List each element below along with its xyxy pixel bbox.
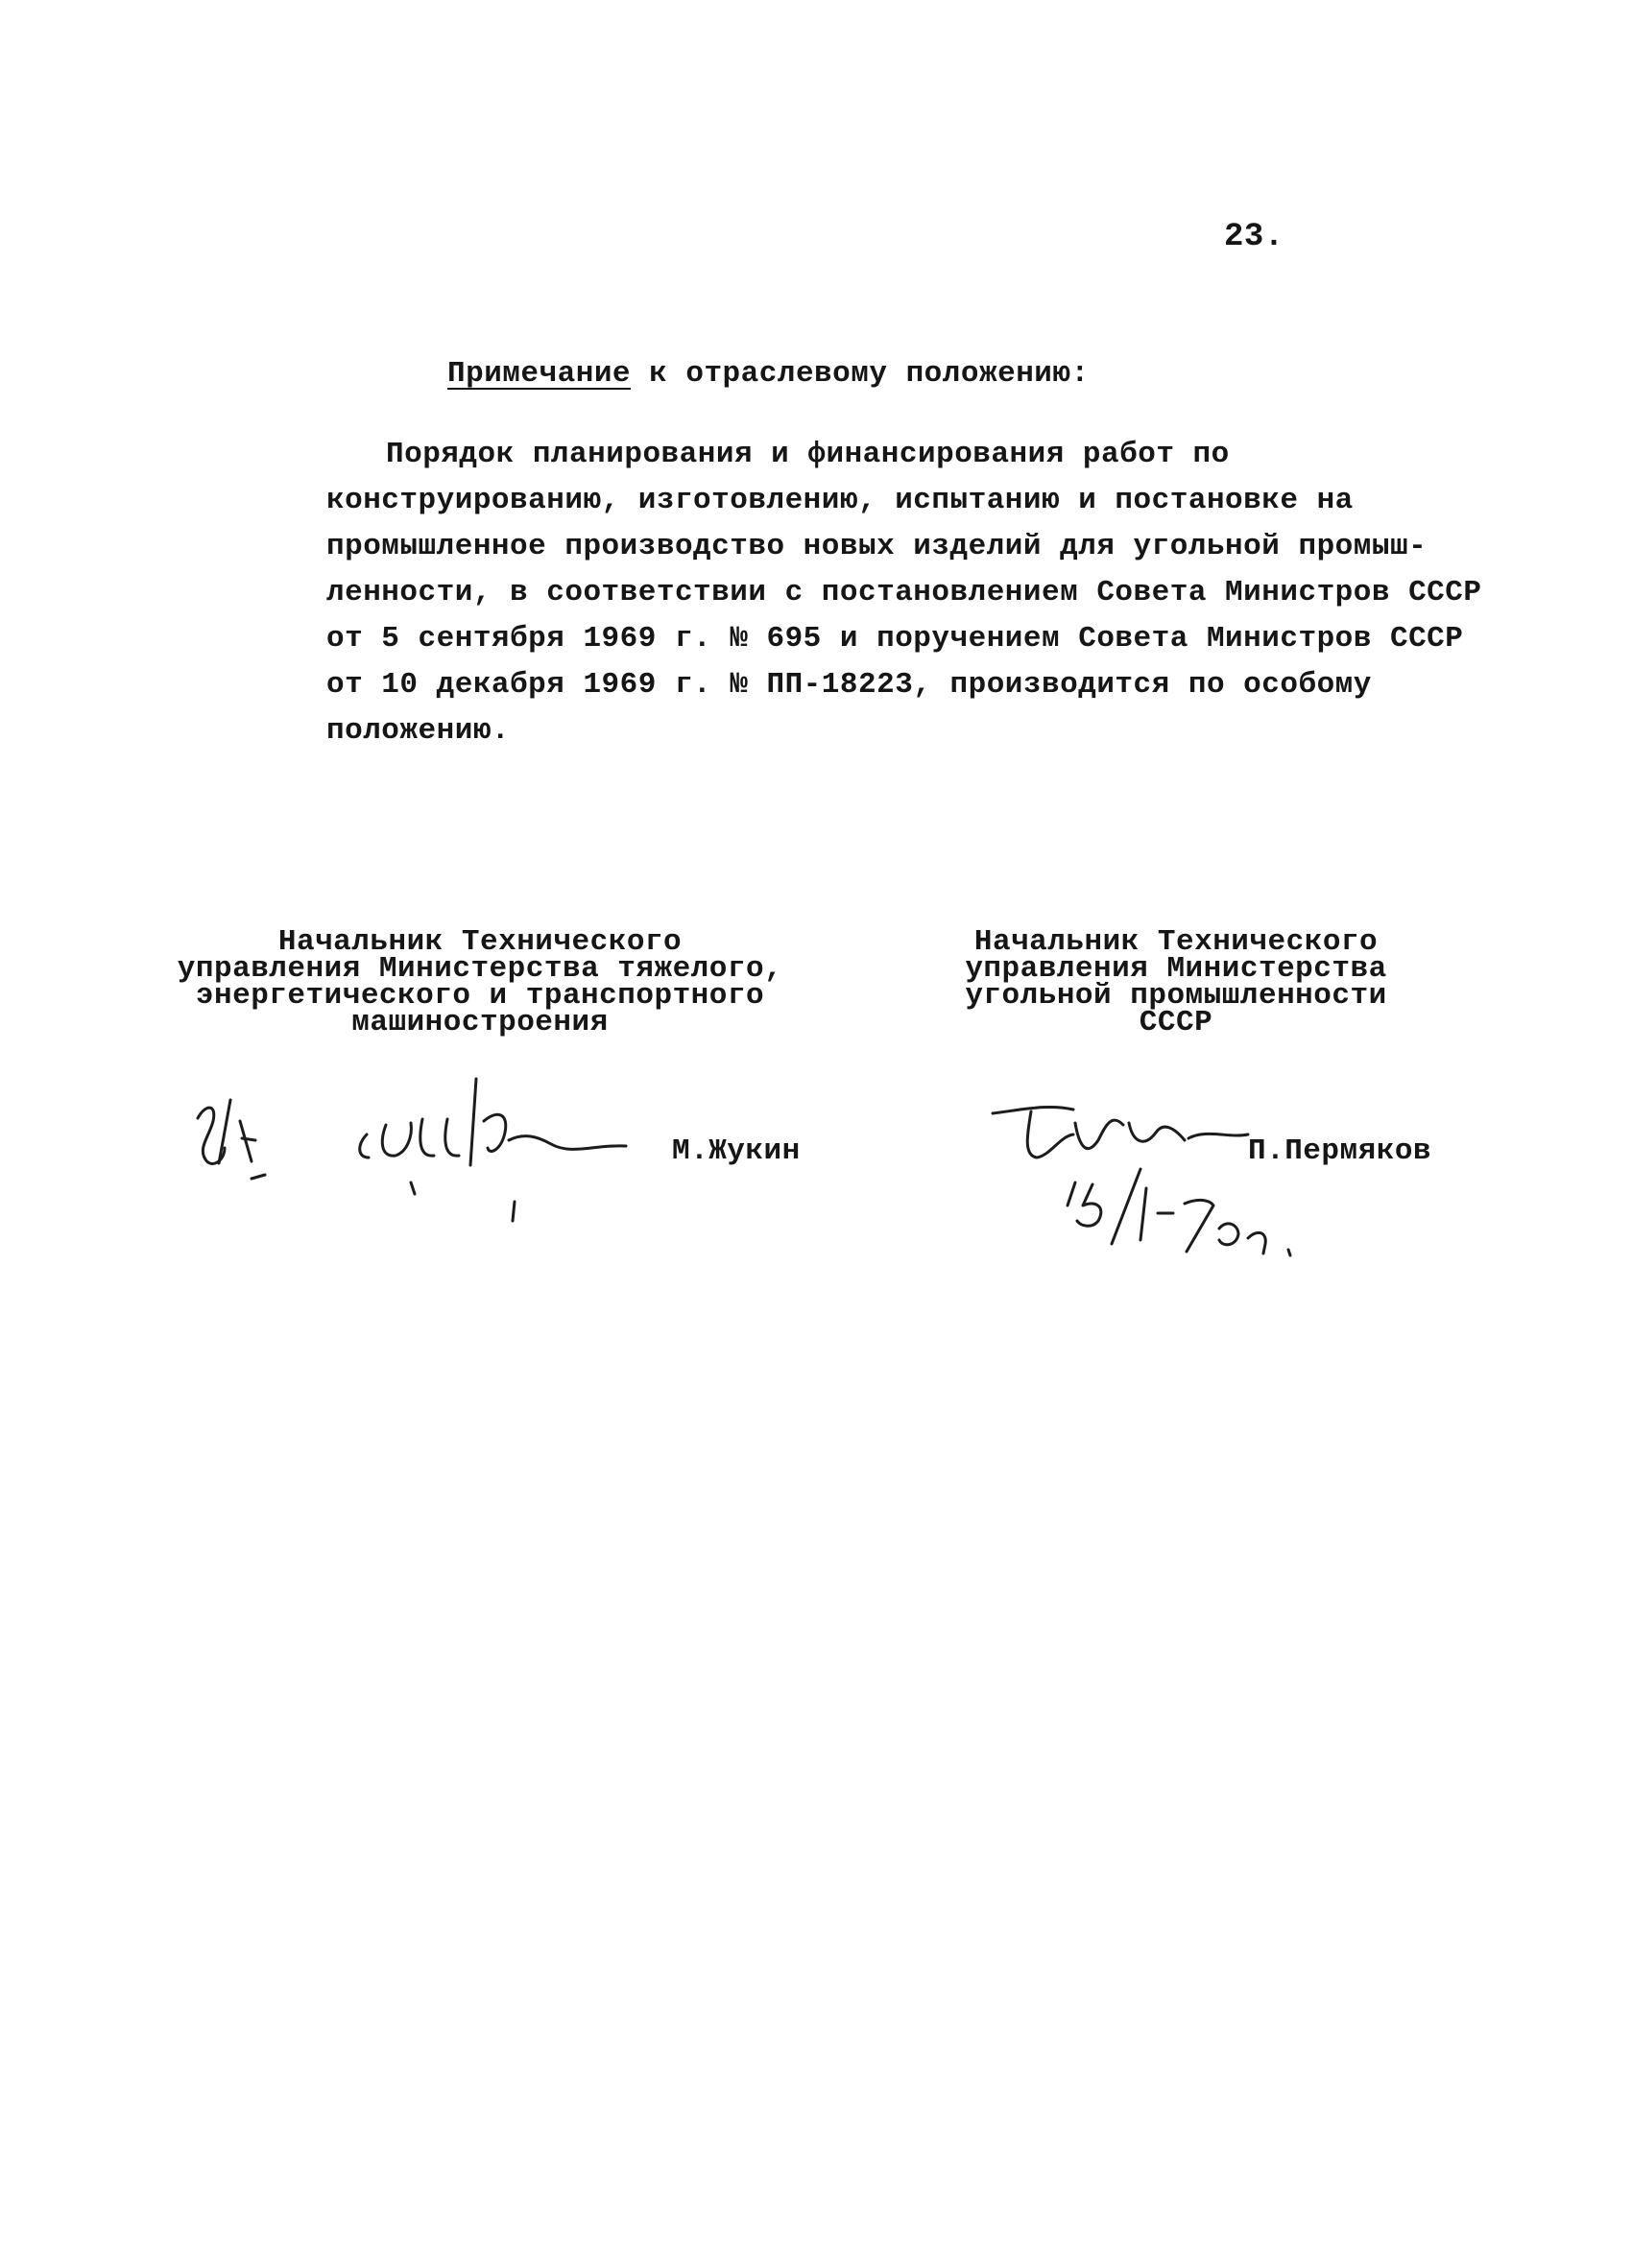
right-handwritten-date bbox=[1068, 1169, 1290, 1255]
signatory-title-line: управления Министерства тяжелого, bbox=[177, 952, 783, 986]
signer-name-left: М.Жукин bbox=[672, 1134, 801, 1168]
left-signature-mark bbox=[198, 1100, 265, 1179]
signer-name-right: П.Пермяков bbox=[1248, 1134, 1432, 1168]
note-body-line: конструированию, изготовлению, испытанию и постановке на bbox=[326, 484, 1354, 517]
note-body-line: положению. bbox=[326, 714, 511, 748]
note-title-underlined: Примечание bbox=[447, 357, 632, 391]
signature-block-left bbox=[163, 925, 797, 1039]
signatory-title-line: Начальник Технического bbox=[277, 925, 683, 959]
signature-block-right bbox=[946, 925, 1406, 1039]
note-body-line: ленности, в соответствии с постановлением Совета Министров СССР bbox=[326, 576, 1482, 609]
signatory-title-line: управления Министерства bbox=[965, 952, 1387, 986]
signatory-title-line: угольной промышленности bbox=[965, 979, 1387, 1013]
page-number: 23. bbox=[1224, 219, 1284, 255]
signatory-title-line: СССР bbox=[1139, 1006, 1213, 1039]
note-body-line: от 10 декабря 1969 г. № ПП-18223, производится по особому bbox=[326, 668, 1372, 702]
note-body-line: от 5 сентября 1969 г. № 695 и поручением Совета Министров СССР bbox=[326, 622, 1464, 656]
note-body-line: промышленное производство новых изделий для угольной промыш- bbox=[326, 530, 1428, 563]
signatory-title-line: машиностроения bbox=[351, 1006, 609, 1039]
note-body-line: Порядок планирования и финансирования работ по bbox=[386, 438, 1230, 471]
note-title-rest: к отраслевому положению: bbox=[631, 357, 1090, 391]
signatory-title-line: Начальник Технического bbox=[973, 925, 1379, 959]
note-body bbox=[326, 432, 1482, 754]
note-title bbox=[447, 357, 1090, 391]
signatory-title-line: энергетического и транспортного bbox=[195, 979, 765, 1013]
right-signature bbox=[993, 1107, 1248, 1158]
left-signature bbox=[360, 1079, 626, 1221]
